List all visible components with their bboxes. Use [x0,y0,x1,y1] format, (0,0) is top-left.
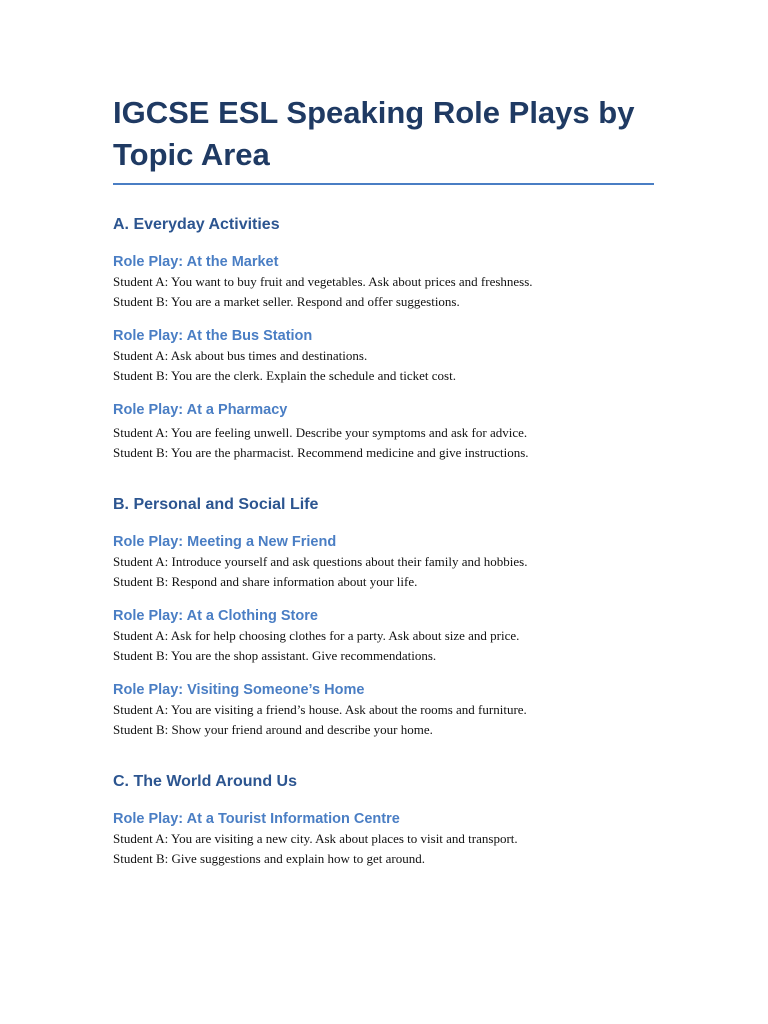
section-personal-social-life [113,495,658,739]
roleplay-title: Role Play: Meeting a New Friend [113,534,337,550]
roleplay-title: Role Play: At a Tourist Information Centre [113,811,400,827]
student-b-text: Student B: You are a market seller. Respond and offer suggestions. [113,293,460,309]
student-a-text: Student A: You are visiting a friend’s house. Ask about the rooms and furniture. [113,702,527,717]
student-a-text: Student A: Introduce yourself and ask questions about their family and hobbies. [113,554,528,569]
student-b-text: Student B: You are the pharmacist. Recommend medicine and give instructions. [113,444,529,460]
section-heading: B. Personal and Social Life [113,496,319,513]
document-page [113,92,658,868]
roleplay-title: Role Play: At the Market [113,254,279,270]
student-a-text: Student A: Ask about bus times and destinations. [113,348,368,363]
page-title: IGCSE ESL Speaking Role Plays by Topic Area [113,92,654,185]
section-heading: C. The World Around Us [113,773,297,790]
roleplay-title: Role Play: At the Bus Station [113,328,313,344]
roleplay-title: Role Play: At a Clothing Store [113,608,318,624]
section-world-around-us [113,772,658,868]
student-b-text: Student B: Show your friend around and describe your home. [113,721,433,737]
student-a-text: Student A: You are feeling unwell. Describe your symptoms and ask for advice. [113,425,528,440]
student-b-text: Student B: Give suggestions and explain how to get around. [113,850,425,866]
roleplay-title: Role Play: Visiting Someone’s Home [113,682,365,698]
student-a-text: Student A: You want to buy fruit and vegetables. Ask about prices and freshness. [113,274,533,289]
student-b-text: Student B: Respond and share information about your life. [113,573,418,589]
student-b-text: Student B: You are the clerk. Explain the schedule and ticket cost. [113,367,456,383]
roleplay-title: Role Play: At a Pharmacy [113,402,288,418]
student-a-text: Student A: You are visiting a new city. Ask about places to visit and transport. [113,831,518,846]
student-b-text: Student B: You are the shop assistant. Give recommendations. [113,647,437,663]
student-a-text: Student A: Ask for help choosing clothes for a party. Ask about size and price. [113,628,520,643]
section-heading: A. Everyday Activities [113,216,280,233]
section-everyday-activities [113,215,658,462]
